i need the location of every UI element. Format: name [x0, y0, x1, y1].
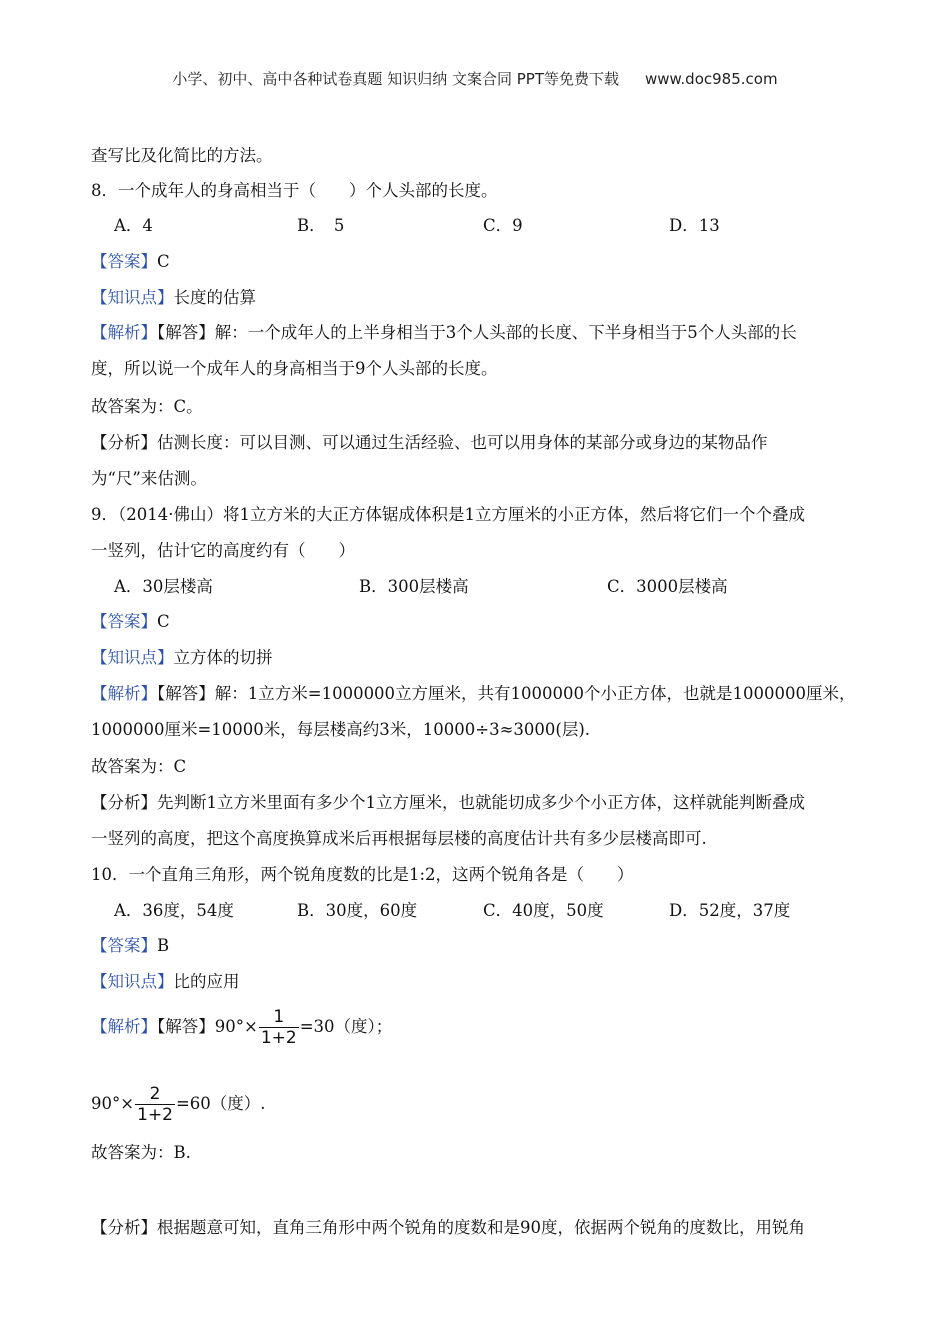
q9-option-a: A．30层楼高	[114, 577, 213, 596]
q10-knowledge-value: 比的应用	[173, 972, 240, 991]
q10-fraction-2	[135, 1084, 175, 1125]
q9-answer	[91, 611, 170, 633]
q9-answer-value: C	[157, 612, 170, 631]
solution-tag: 【解答】	[157, 323, 215, 342]
q10-options	[91, 900, 851, 922]
analysis-tag: 【解析】	[91, 323, 157, 342]
q10-calc-line-1	[91, 1006, 392, 1048]
q9-stem-line-1: 9．（2014·佛山）将1立方米的大正方体锯成体积是1立方厘米的小正方体，然后将它们一个个叠成	[91, 505, 805, 524]
q10-answer	[91, 935, 169, 957]
q10-calc2-suffix: =60（度）.	[175, 1094, 266, 1113]
analysis-tag: 【解析】	[91, 684, 157, 703]
knowledge-tag: 【知识点】	[91, 648, 174, 667]
q9-final: 故答案为：C	[91, 757, 187, 776]
q9-solution-line-2: 1000000厘米=10000米，每层楼高约3米，10000÷3≈3000(层).	[91, 720, 591, 739]
q10-option-c: C．40度，50度	[483, 901, 604, 920]
q8-option-b: B． 5	[297, 216, 345, 235]
q8-knowledge	[91, 287, 256, 309]
q8-solution-text-1: 解：一个成年人的上半身相当于3个人头部的长度、下半身相当于5个人头部的长	[214, 323, 797, 342]
q9-option-c: C．3000层楼高	[607, 577, 728, 596]
q8-options	[91, 215, 851, 237]
q8-review-line-2: 为“尺”来估测。	[91, 469, 207, 488]
q10-option-a: A．36度，54度	[114, 901, 234, 920]
fraction-numerator: 2	[135, 1084, 175, 1105]
q9-options	[91, 576, 851, 598]
q10-calc2-prefix: 90°×	[91, 1094, 135, 1113]
q10-answer-value: B	[157, 936, 170, 955]
knowledge-tag: 【知识点】	[91, 972, 174, 991]
q8-solution-line-1	[91, 322, 797, 344]
header-url[interactable]: www.doc985.com	[644, 70, 778, 88]
q10-fraction-1	[259, 1007, 299, 1048]
answer-tag: 【答案】	[91, 936, 157, 955]
q10-calc1-prefix: 90°×	[214, 1017, 258, 1036]
q9-review-line-2: 一竖列的高度，把这个高度换算成米后再根据每层楼的高度估计共有多少层楼高即可.	[91, 829, 707, 848]
page-header	[0, 68, 950, 89]
fraction-denominator: 1+2	[260, 1028, 297, 1048]
q9-stem-line-2: 一竖列，估计它的高度约有（ ）	[91, 541, 355, 560]
q10-calc1-suffix: =30（度）；	[299, 1017, 393, 1036]
review-tag: 【分析】	[91, 1218, 157, 1237]
q9-option-b: B．300层楼高	[359, 577, 469, 596]
review-tag: 【分析】	[91, 433, 157, 452]
solution-tag: 【解答】	[157, 1017, 215, 1036]
q10-final: 故答案为：B.	[91, 1143, 191, 1162]
q9-solution-text-1: 解：1立方米=1000000立方厘米，共有1000000个小正方体，也就是1000000厘米，	[214, 684, 856, 703]
q10-knowledge	[91, 971, 240, 993]
q9-review-line-1	[91, 792, 805, 814]
q8-answer	[91, 251, 170, 273]
q9-solution-line-1	[91, 683, 856, 705]
q10-option-d: D．52度，37度	[669, 901, 791, 920]
q9-review-text-1: 先判断1立方米里面有多少个1立方厘米，也就能切成多少个小正方体，这样就能判断叠成	[157, 793, 805, 812]
q8-option-d: D．13	[669, 216, 720, 235]
q10-stem: 10．一个直角三角形，两个锐角度数的比是1:2，这两个锐角各是（ ）	[91, 865, 634, 884]
q9-knowledge-value: 立方体的切拼	[173, 648, 273, 667]
answer-tag: 【答案】	[91, 612, 157, 631]
fraction-numerator: 1	[259, 1007, 299, 1028]
q10-option-b: B．30度，60度	[297, 901, 418, 920]
q8-option-a: A．4	[114, 216, 153, 235]
knowledge-tag: 【知识点】	[91, 288, 174, 307]
header-text: 小学、初中、高中各种试卷真题 知识归纳 文案合同 PPT等免费下载	[172, 70, 619, 88]
q8-option-c: C．9	[483, 216, 523, 235]
answer-tag: 【答案】	[91, 252, 157, 271]
fraction-denominator: 1+2	[137, 1105, 173, 1125]
q8-knowledge-value: 长度的估算	[173, 288, 256, 307]
q9-knowledge	[91, 647, 273, 669]
analysis-tag: 【解析】	[91, 1017, 157, 1036]
q8-answer-value: C	[157, 252, 170, 271]
q8-final: 故答案为：C。	[91, 397, 203, 416]
q8-review-line-1	[91, 432, 768, 454]
solution-tag: 【解答】	[157, 684, 215, 703]
q10-calc-line-2	[91, 1083, 266, 1125]
intro-line: 查写比及化简比的方法。	[91, 146, 273, 165]
review-tag: 【分析】	[91, 793, 157, 812]
q10-review-text-1: 根据题意可知，直角三角形中两个锐角的度数和是90度，依据两个锐角的度数比，用锐角	[157, 1218, 805, 1237]
q8-solution-line-2: 度，所以说一个成年人的身高相当于9个人头部的长度。	[91, 359, 498, 378]
q10-review-line-1	[91, 1217, 805, 1239]
q8-stem: 8．一个成年人的身高相当于（ ）个人头部的长度。	[91, 181, 498, 200]
q8-review-text-1: 估测长度：可以目测、可以通过生活经验、也可以用身体的某部分或身边的某物品作	[157, 433, 768, 452]
